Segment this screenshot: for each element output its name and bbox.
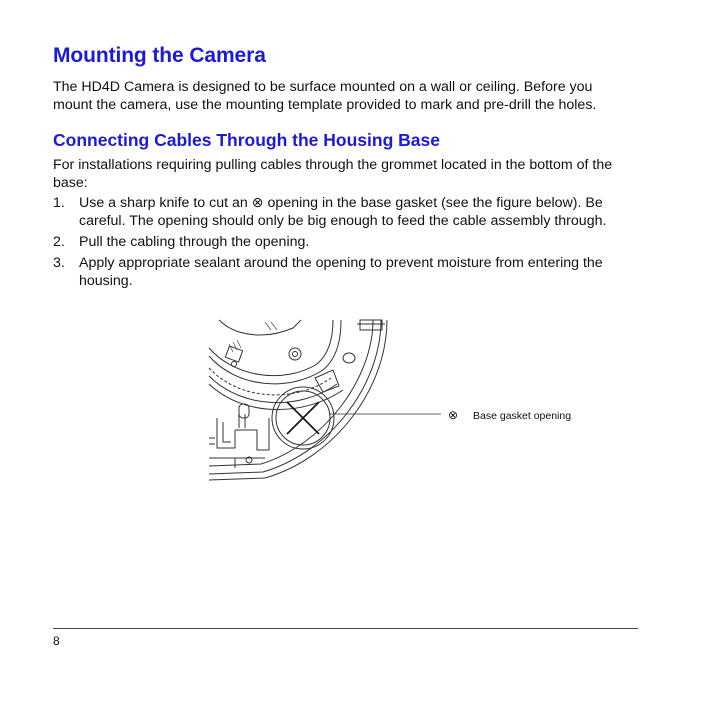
section-intro-paragraph: For installations requiring pulling cables through the grommet located in the bottom of the base: — [53, 157, 613, 191]
steps-list — [53, 194, 623, 293]
footer-divider — [53, 628, 638, 629]
step-number: 1. — [53, 195, 65, 211]
callout-cross-circle-icon: ⊗ — [448, 408, 459, 422]
step-item — [53, 254, 623, 290]
intro-paragraph: The HD4D Camera is designed to be surface mounted on a wall or ceiling. Before you mount the camera, use the mounting template provided to mark and pre-drill the holes. — [53, 79, 597, 113]
page-title: Mounting the Camera — [53, 44, 266, 67]
callout-label: Base gasket opening — [473, 410, 572, 422]
section-heading: Connecting Cables Through the Housing Base — [53, 130, 440, 150]
step-item — [53, 194, 623, 230]
step-item — [53, 233, 623, 251]
step-text: Pull the cabling through the opening. — [79, 234, 310, 250]
housing-base-figure — [205, 318, 585, 484]
step-number: 3. — [53, 255, 65, 271]
step-text: Apply appropriate sealant around the opening to prevent moisture from entering the housing. — [79, 255, 603, 289]
step-number: 2. — [53, 234, 65, 250]
step-text: Use a sharp knife to cut an ⊗ opening in the base gasket (see the figure below). Be careful. The opening should only be big enough to feed the cable assembly through. — [79, 195, 607, 229]
page-number: 8 — [53, 634, 60, 648]
